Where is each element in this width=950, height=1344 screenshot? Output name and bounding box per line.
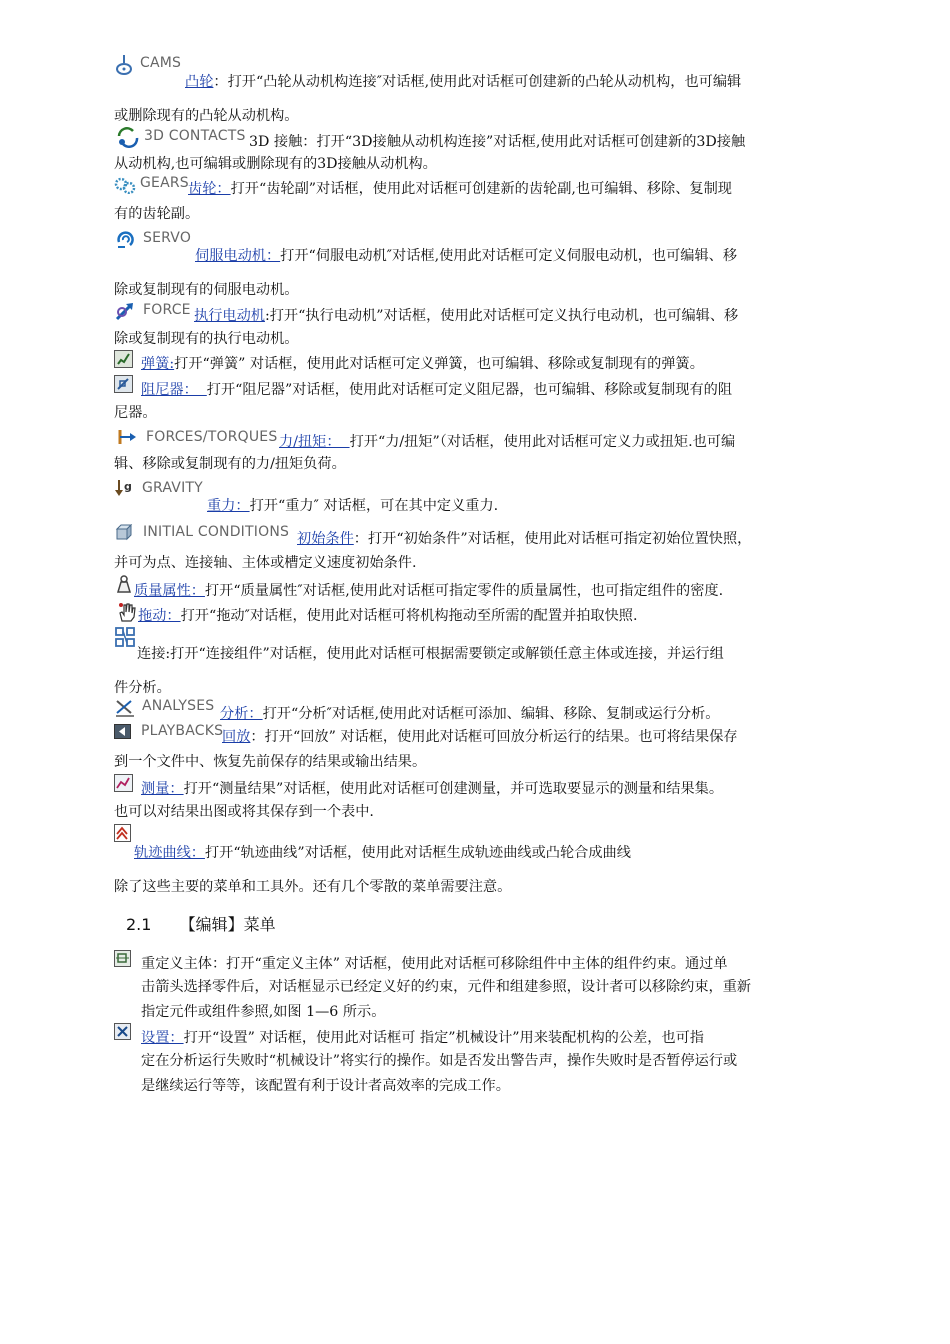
contacts-line2: 从动机构,也可编辑或删除现有的3D接触从动机构。 — [114, 156, 437, 172]
settings-line2: 定在分析运行失败时“机械设计”将实行的操作。如是否发出警告声，操作失败时是否暂停运行或 — [141, 1053, 738, 1069]
spring-line1: 弹簧:打开“弹簧” 对话框，使用此对话框可定义弹簧，也可编辑、移除或复制现有的弹簧。 — [141, 356, 704, 372]
measure-link[interactable]: 测量： — [141, 781, 184, 797]
damper-line2: 尼器。 — [114, 405, 157, 421]
section-number: 2.1 — [126, 915, 152, 934]
drag-hand-icon[interactable] — [116, 601, 138, 623]
gears-icon[interactable] — [114, 176, 136, 194]
connect-line2: 件分析。 — [114, 680, 171, 696]
cams-link[interactable]: 凸轮 — [185, 74, 214, 90]
spring-link[interactable]: 弹簧: — [141, 356, 175, 372]
initial-line2: 并可为点、连接轴、主体或槽定义速度初始条件. — [114, 555, 417, 571]
gravity-icon-label: GRAVITY — [142, 480, 203, 496]
playbacks-icon[interactable] — [114, 724, 132, 740]
analyses-line1: 分析：打开“分析″对话框,使用此对话框可添加、编辑、移除、复制或运行分析。 — [220, 706, 720, 722]
mass-link[interactable]: 质量属性： — [134, 583, 205, 599]
gravity-link[interactable]: 重力： — [207, 498, 250, 514]
forces-torques-icon-label: FORCES/TORQUES — [146, 429, 278, 445]
forces-line2: 辑、移除或复制现有的力/扭矩负荷。 — [114, 456, 346, 472]
analyses-link[interactable]: 分析： — [220, 706, 263, 722]
force-icon-label: FORCE — [143, 302, 191, 318]
gravity-line1: 重力：打开“重力″ 对话框，可在其中定义重力. — [207, 498, 499, 514]
damper-icon[interactable] — [114, 375, 133, 393]
playbacks-icon-label: PLAYBACKS — [141, 723, 224, 739]
redefine-body-icon[interactable] — [114, 950, 131, 967]
damper-link[interactable]: 阻尼器： — [141, 382, 207, 398]
gravity-icon[interactable] — [114, 478, 136, 498]
cams-line2: 或删除现有的凸轮从动机构。 — [114, 108, 299, 124]
cam-icon[interactable] — [114, 54, 134, 76]
forces-torques-icon[interactable] — [116, 428, 138, 446]
cams-line1: 凸轮：打开“凸轮从动机构连接″对话框,使用此对话框可创建新的凸轮从动机构，也可编辑 — [185, 74, 742, 90]
force-line2: 除或复制现有的执行电动机。 — [114, 331, 299, 347]
servo-line1: 伺服电动机：打开“伺服电动机″对话框,使用此对话框可定义伺服电动机，也可编辑、移 — [195, 248, 738, 264]
measure-line1: 测量：打开“测量结果”对话框，使用此对话框可创建测量，并可选取要显示的测量和结果集。 — [141, 781, 724, 797]
forces-line1: 力/扭矩： 打开“力/扭矩”（对话框，使用此对话框可定义力或扭矩.也可编 — [279, 434, 736, 450]
servo-link[interactable]: 伺服电动机： — [195, 248, 281, 264]
measure-line2: 也可以对结果出图或将其保存到一个表中. — [114, 804, 374, 820]
playbacks-line2: 到一个文件中、恢复先前保存的结果或输出结果。 — [114, 754, 427, 770]
trace-curve-icon[interactable] — [114, 824, 131, 842]
playbacks-link[interactable]: 回放 — [222, 729, 251, 745]
redefine-line1: 重定义主体：打开“重定义主体” 对话框，使用此对话框可移除组件中主体的组件约束。通过单 — [141, 956, 728, 972]
contacts-line1: 3D 接触：打开“3D接触从动机构连接”对话框,使用此对话框可创建新的3D接触 — [249, 134, 746, 150]
force-link[interactable]: 执行电动机 — [194, 308, 265, 324]
connect-line1: 连接:打开“连接组件”对话框，使用此对话框可根据需要锁定或解锁任意主体或连接，并运行组 — [137, 646, 724, 662]
cams-icon-label: CAMS — [140, 55, 182, 71]
initial-conditions-icon[interactable] — [115, 524, 137, 542]
servo-line2: 除或复制现有的伺服电动机。 — [114, 282, 299, 298]
initial-line1: 初始条件：打开“初始条件”对话框，使用此对话框可指定初始位置快照， — [297, 531, 752, 547]
section-title: 【编辑】菜单 — [179, 915, 276, 934]
playbacks-line1: 回放：打开“回放” 对话框，使用此对话框可回放分析运行的结果。也可将结果保存 — [222, 729, 738, 745]
gears-line2: 有的齿轮副。 — [114, 206, 200, 222]
redefine-line3: 指定元件或组件参照,如图 1—6 所示。 — [141, 1004, 386, 1020]
gears-icon-label: GEARS — [140, 175, 189, 191]
gears-link[interactable]: 齿轮： — [188, 181, 231, 197]
forces-link[interactable]: 力/扭矩： — [279, 434, 350, 450]
svg-text:g: g — [124, 480, 132, 493]
settings-link[interactable]: 设置： — [141, 1030, 184, 1046]
initial-conditions-icon-label: INITIAL CONDITIONS — [143, 524, 290, 540]
analyses-icon[interactable] — [114, 698, 136, 718]
force-line1: 执行电动机:打开“执行电动机”对话框，使用此对话框可定义执行电动机，也可编辑、移 — [194, 308, 739, 324]
spring-icon[interactable] — [114, 350, 133, 368]
drag-link[interactable]: 拖动： — [138, 608, 181, 624]
3d-contacts-icon-label: 3D CONTACTS — [144, 128, 246, 144]
measure-results-icon[interactable] — [114, 774, 133, 792]
mass-properties-icon[interactable] — [114, 574, 134, 596]
servo-icon[interactable] — [115, 228, 137, 250]
initial-link[interactable]: 初始条件 — [297, 531, 354, 547]
mass-line1: 质量属性：打开“质量属性″对话框,使用此对话框可指定零件的质量属性，也可指定组件的密度. — [134, 583, 724, 599]
settings-line1: 设置：打开“设置” 对话框，使用此对话框可 指定”机械设计”用来装配机构的公差，也可指 — [141, 1030, 704, 1046]
force-motor-icon[interactable] — [114, 300, 136, 322]
analyses-icon-label: ANALYSES — [142, 698, 215, 714]
redefine-line2: 击箭头选择零件后，对话框显示已经定义好的约束，元件和组建参照，设计者可以移除约束，重新 — [141, 979, 752, 995]
gears-line1: 齿轮：打开“齿轮副”对话框，使用此对话框可创建新的齿轮副,也可编辑、移除、复制现 — [188, 181, 732, 197]
servo-icon-label: SERVO — [143, 230, 192, 246]
drag-line1: 拖动：打开“拖动″对话框，使用此对话框可将机构拖动至所需的配置并拍取快照. — [138, 608, 638, 624]
settings-line3: 是继续运行等等，该配置有利于设计者高效率的完成工作。 — [141, 1078, 510, 1094]
damper-line1: 阻尼器： 打开“阻尼器”对话框，使用此对话框可定义阻尼器，也可编辑、移除或复制现有的阻 — [141, 382, 733, 398]
3d-contacts-icon[interactable] — [116, 126, 140, 148]
settings-icon[interactable] — [114, 1023, 131, 1040]
section-heading — [126, 912, 276, 935]
summary-text: 除了这些主要的菜单和工具外。还有几个零散的菜单需要注意。 — [114, 879, 512, 895]
trace-link[interactable]: 轨迹曲线： — [134, 845, 205, 861]
connect-assembly-icon[interactable] — [115, 627, 135, 647]
trace-line1: 轨迹曲线：打开“轨迹曲线”对话框，使用此对话框生成轨迹曲线或凸轮合成曲线 — [134, 845, 631, 861]
